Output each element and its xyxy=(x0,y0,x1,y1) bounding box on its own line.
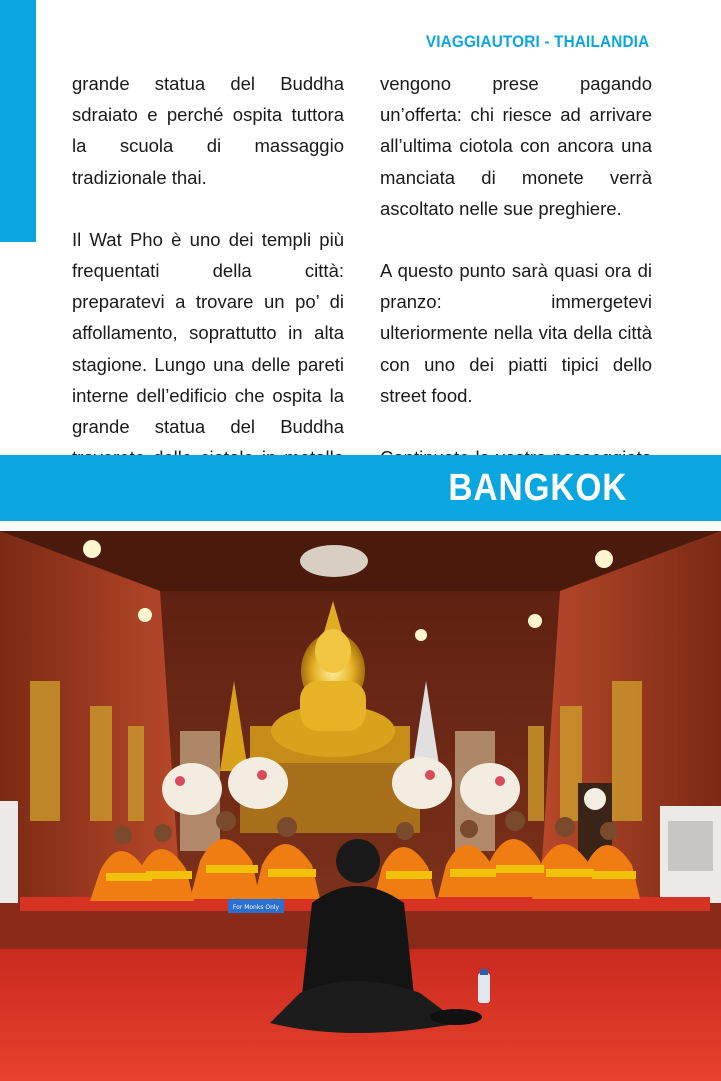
temple-photo xyxy=(0,531,721,1081)
side-accent-tab xyxy=(0,0,36,242)
paragraph: vengono prese pagando un’offerta: chi riesce ad arrivare all’ultima ciotola con ancora una manciata di monete verrà ascoltato nelle sue preghiere. xyxy=(380,73,652,219)
section-banner xyxy=(0,455,721,521)
section-title: BANGKOK xyxy=(448,467,627,509)
left-column xyxy=(72,68,344,505)
monks-sign: For Monks Only xyxy=(232,904,280,911)
running-header: VIAGGIAUTORI - THAILANDIA xyxy=(425,32,649,51)
temple-photo-illustration xyxy=(0,531,721,1081)
right-column xyxy=(380,68,652,473)
paragraph: grande statua del Buddha sdraiato e perché ospita tuttora la scuola di massaggio tradizionale thai. xyxy=(72,73,344,188)
paragraph: Il Wat Pho è uno dei templi più frequentati della città: preparatevi a trovare un po’ di affollamento, soprattutto in alta stagione. Lungo una delle pareti interne dell’edificio che ospita la grande statua del Buddha xyxy=(72,228,344,438)
paragraph: A questo punto sarà quasi ora di pranzo: immergetevi ulteriormente nella vita della città con uno dei piatti tipici dello street food. xyxy=(380,260,652,406)
